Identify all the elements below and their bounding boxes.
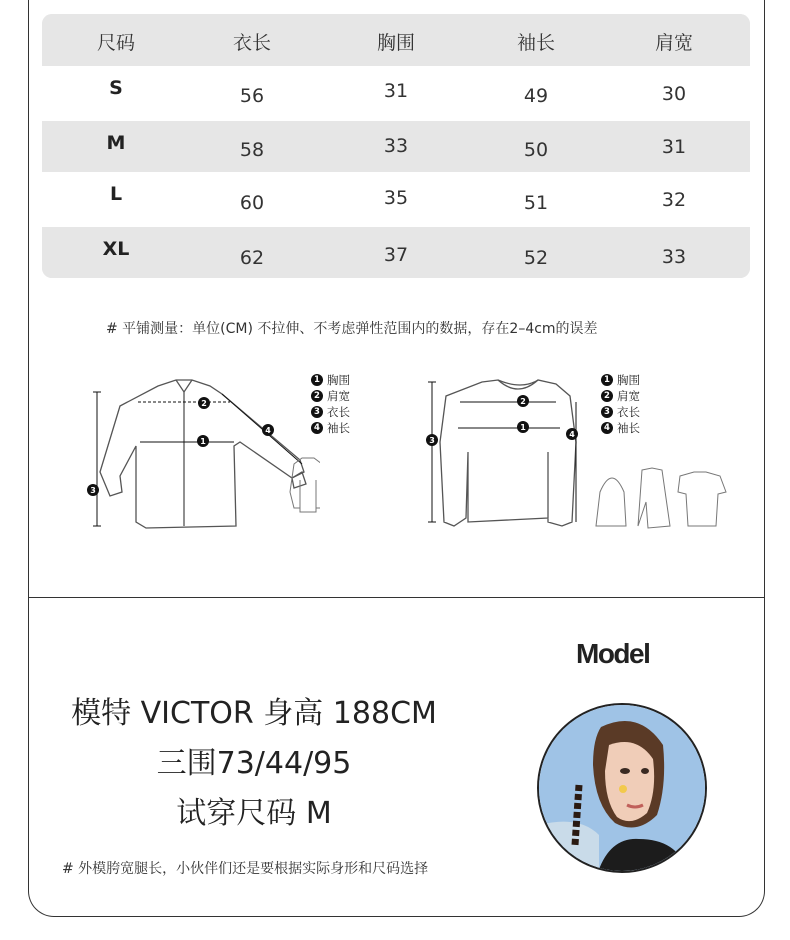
legend-label: 胸围 xyxy=(327,373,350,387)
sweater-legend xyxy=(601,372,640,436)
legend-label: 袖长 xyxy=(617,421,640,435)
table-row xyxy=(42,121,750,172)
legend-label: 肩宽 xyxy=(617,389,640,403)
length-cell: 58 xyxy=(239,139,265,161)
svg-text:3: 3 xyxy=(429,436,435,445)
shoulder-cell: 31 xyxy=(661,136,687,158)
length-cell: 60 xyxy=(239,192,265,214)
number-badge: 2 xyxy=(601,390,613,402)
chest-cell: 35 xyxy=(383,187,409,209)
sweater-measure-diagram xyxy=(420,372,740,534)
model-try-size: 试穿尺码 M xyxy=(176,796,332,831)
svg-text:4: 4 xyxy=(569,430,575,439)
legend-label: 胸围 xyxy=(617,373,640,387)
number-badge: 3 xyxy=(601,406,613,418)
measure-note: # 平铺测量：单位(CM) 不拉伸、不考虑弹性范围内的数据，存在2–4cm的误差 xyxy=(106,321,598,337)
legend-label: 肩宽 xyxy=(327,389,350,403)
sleeve-cell: 52 xyxy=(523,247,549,269)
model-note: # 外模胯宽腿长，小伙伴们还是要根据实际身形和尺码选择 xyxy=(62,861,429,877)
header-length: 衣长 xyxy=(232,32,271,54)
header-shoulder: 肩宽 xyxy=(654,32,693,54)
sleeve-cell: 50 xyxy=(523,139,549,161)
size-cell: S xyxy=(109,77,123,99)
shoulder-cell: 30 xyxy=(661,83,687,105)
model-name-height: 模特 VICTOR 身高 188CM xyxy=(71,696,437,731)
header-chest: 胸围 xyxy=(376,32,415,54)
shirt-legend xyxy=(311,372,350,436)
size-cell: L xyxy=(109,183,123,205)
number-badge: 2 xyxy=(311,390,323,402)
chest-cell: 33 xyxy=(383,135,409,157)
size-chart-table xyxy=(42,14,750,278)
header-sleeve: 袖长 xyxy=(516,32,555,54)
table-row xyxy=(42,66,750,121)
length-cell: 62 xyxy=(239,247,265,269)
model-measurements: 三围73/44/95 xyxy=(156,746,352,781)
table-row xyxy=(42,172,750,227)
table-header-row xyxy=(42,14,750,66)
svg-text:2: 2 xyxy=(201,399,207,408)
svg-text:4: 4 xyxy=(265,426,271,435)
length-cell: 56 xyxy=(239,85,265,107)
number-badge: 1 xyxy=(601,374,613,386)
sleeve-cell: 51 xyxy=(523,192,549,214)
svg-text:2: 2 xyxy=(520,397,526,406)
number-badge: 4 xyxy=(601,422,613,434)
number-badge: 1 xyxy=(311,374,323,386)
size-cell: XL xyxy=(102,238,130,260)
chest-cell: 37 xyxy=(383,244,409,266)
legend-label: 衣长 xyxy=(327,405,350,419)
model-title: Model xyxy=(576,638,650,669)
svg-text:1: 1 xyxy=(520,423,526,432)
legend-label: 袖长 xyxy=(327,421,350,435)
legend-label: 衣长 xyxy=(617,405,640,419)
number-badge: 4 xyxy=(311,422,323,434)
table-row xyxy=(42,227,750,278)
shoulder-cell: 32 xyxy=(661,189,687,211)
header-size: 尺码 xyxy=(96,32,135,54)
shirt-measure-diagram xyxy=(80,372,320,534)
sleeve-cell: 49 xyxy=(523,85,549,107)
svg-text:1: 1 xyxy=(200,437,206,446)
svg-text:3: 3 xyxy=(90,486,96,495)
size-cell: M xyxy=(106,132,126,154)
model-portrait-image xyxy=(539,705,707,873)
number-badge: 3 xyxy=(311,406,323,418)
model-avatar xyxy=(537,703,707,873)
chest-cell: 31 xyxy=(383,80,409,102)
shoulder-cell: 33 xyxy=(661,246,687,268)
